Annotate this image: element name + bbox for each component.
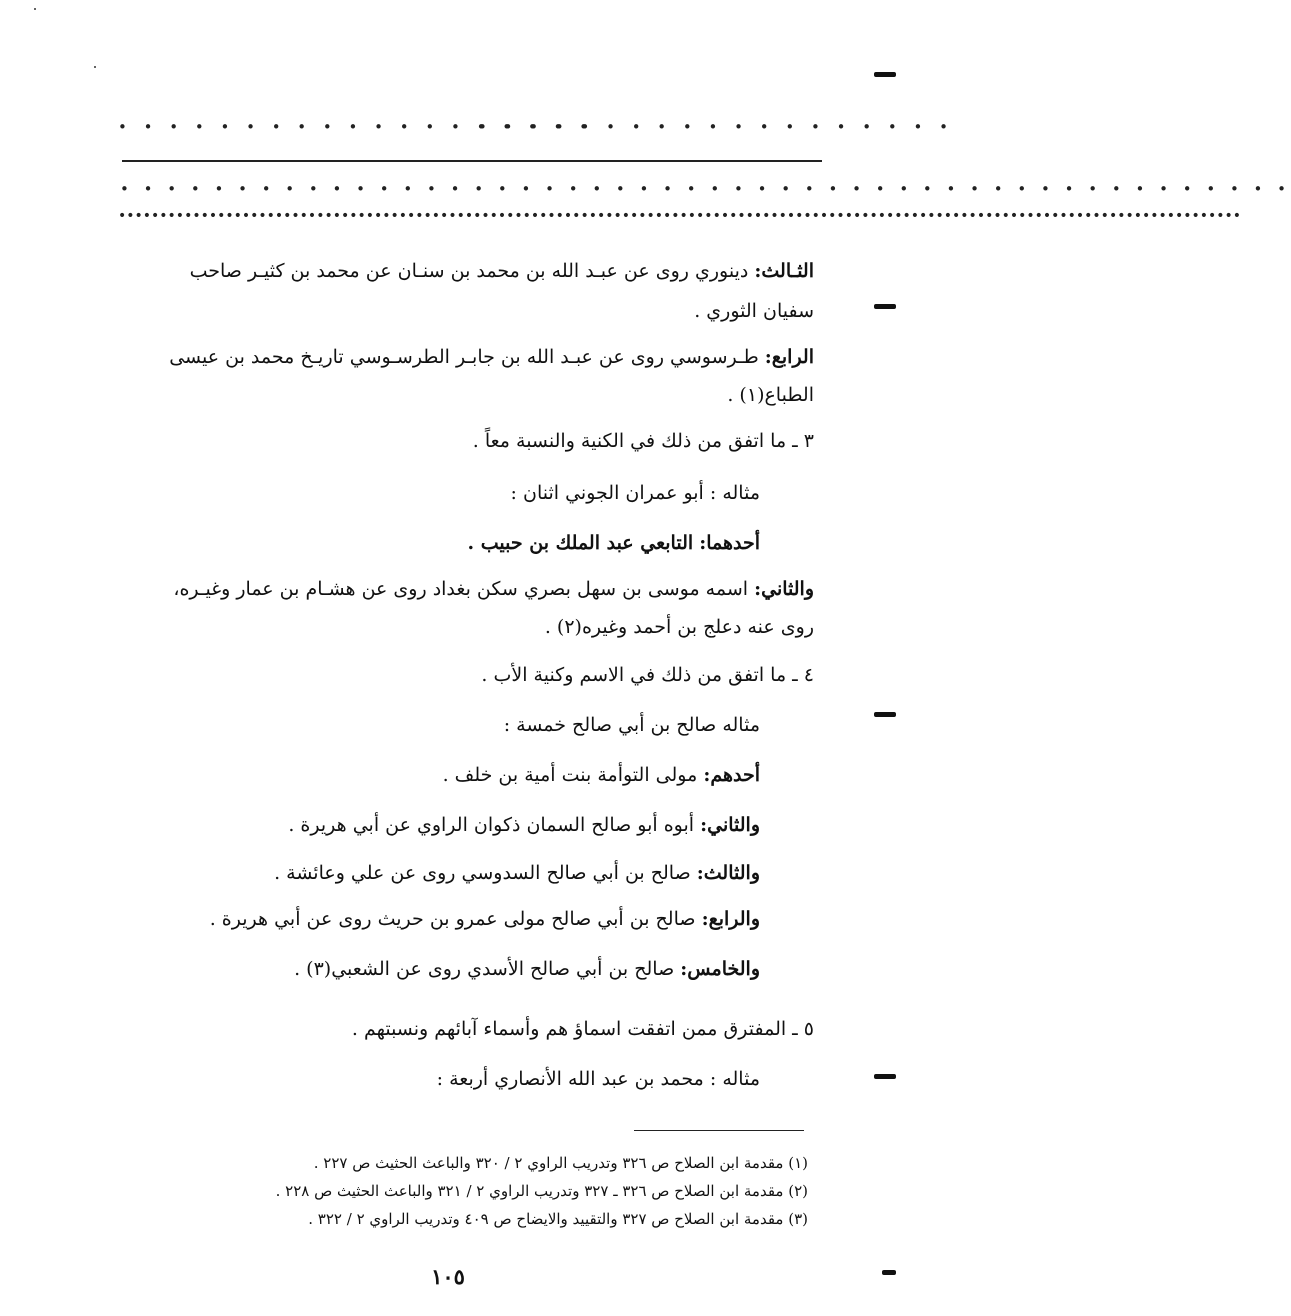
label-second: والثاني: <box>754 578 814 600</box>
page-number: ١٠٥ <box>431 1264 465 1289</box>
footnote-2: (٢) مقدمة ابن الصلاح ص ٣٢٦ ـ ٣٢٧ وتدريب الراوي ٢ / ٣٢١ والباعث الحثيث ص ٢٢٨ . <box>275 1182 808 1200</box>
para-first <box>468 530 760 556</box>
scan-mark <box>882 1270 896 1275</box>
scan-mark <box>874 712 896 717</box>
item-fourth <box>210 906 760 932</box>
text: أبوه أبو صالح السمان ذكوان الراوي عن أبي هريرة . <box>288 814 695 836</box>
scan-speck <box>94 66 96 68</box>
dotted-line-left: • • • • • • • • • • • • • • • • • • • <box>118 118 594 136</box>
text: مولى التوأمة بنت أمية بن خلف . <box>442 764 698 786</box>
item-second <box>288 812 760 838</box>
footnote-1: (١) مقدمة ابن الصلاح ص ٣٢٦ وتدريب الراوي ٢ / ٣٢٠ والباعث الحثيث ص ٢٢٧ . <box>313 1154 808 1172</box>
label-fifth: والخامس: <box>680 958 760 980</box>
para-second-line2: روى عنه دعلج بن أحمد وغيره(٢) . <box>544 616 814 638</box>
para-fourth-line2: الطباع(١) . <box>727 384 814 406</box>
item-third <box>274 860 760 886</box>
dotted-line-middle: • • • • • • • • • • • • • • • • • • • • • • • • • • • • • • • • • • • • • • • • • • • • • • • • • • <box>120 180 1291 198</box>
footnote-rule <box>634 1130 804 1131</box>
text: صالح بن أبي صالح السدوسي روى عن علي وعائشة . <box>274 862 691 884</box>
example-5: مثاله : محمد بن عبد الله الأنصاري أربعة : <box>436 1068 760 1090</box>
label-first: أحدهما: <box>699 532 760 554</box>
para-third-line1 <box>190 258 814 284</box>
scan-mark <box>874 304 896 309</box>
para-third-line2: سفيان الثوري . <box>694 300 814 322</box>
item-first <box>443 762 760 788</box>
text: طـرسوسي روى عن عبـد الله بن جابـر الطرسـوسي تاريـخ محمد بن عيسى <box>169 346 759 368</box>
section-heading-5: ٥ ـ المفترق ممن اتفقت اسماؤ هم وأسماء آبائهم ونسبتهم . <box>351 1018 814 1040</box>
para-fourth-line1 <box>169 344 814 370</box>
example-3: مثاله : أبو عمران الجوني اثنان : <box>510 482 760 504</box>
scan-mark <box>874 72 896 77</box>
dotted-line-right: • • • • • • • • • • • • • • • • • • • <box>478 118 954 136</box>
item-fifth <box>294 956 760 982</box>
section-heading-3: ٣ ـ ما اتفق من ذلك في الكنية والنسبة معاً . <box>472 430 814 452</box>
scan-mark <box>874 1074 896 1079</box>
text: صالح بن أبي صالح الأسدي روى عن الشعبي(٣) . <box>294 958 675 980</box>
label-third: الثـالث: <box>754 260 814 282</box>
header-rule <box>122 160 822 162</box>
label-first: أحدهم: <box>703 764 760 786</box>
text: دينوري روى عن عبـد الله بن محمد بن سنـان عن محمد بن كثيـر صاحب <box>189 260 749 282</box>
footnote-3: (٣) مقدمة ابن الصلاح ص ٣٢٧ والتقييد والايضاح ص ٤٠٩ وتدريب الراوي ٢ / ٣٢٢ . <box>308 1210 808 1228</box>
scan-speck <box>34 8 36 10</box>
text: التابعي عبد الملك بن حبيب . <box>467 532 694 554</box>
label-second: والثاني: <box>700 814 760 836</box>
text: اسمه موسى بن سهل بصري سكن بغداد روى عن هشـام بن عمار وغيـره، <box>173 578 749 600</box>
text: صالح بن أبي صالح مولى عمرو بن حريث روى عن أبي هريرة . <box>209 908 696 930</box>
section-heading-4: ٤ ـ ما اتفق من ذلك في الاسم وكنية الأب . <box>481 664 814 686</box>
label-third: والثالث: <box>696 862 760 884</box>
label-fourth: والرابع: <box>701 908 760 930</box>
label-fourth: الرابع: <box>764 346 814 368</box>
dotted-line-dense: •••••••••••••••••••••••••••••••••••••••••••••••••••••••••••••••••••••••••••••••••••••••••••••••••••••••••••••••••••••••••••••••••••••••• <box>118 208 1242 224</box>
para-second-line1 <box>173 576 814 602</box>
example-4: مثاله صالح بن أبي صالح خمسة : <box>503 714 760 736</box>
